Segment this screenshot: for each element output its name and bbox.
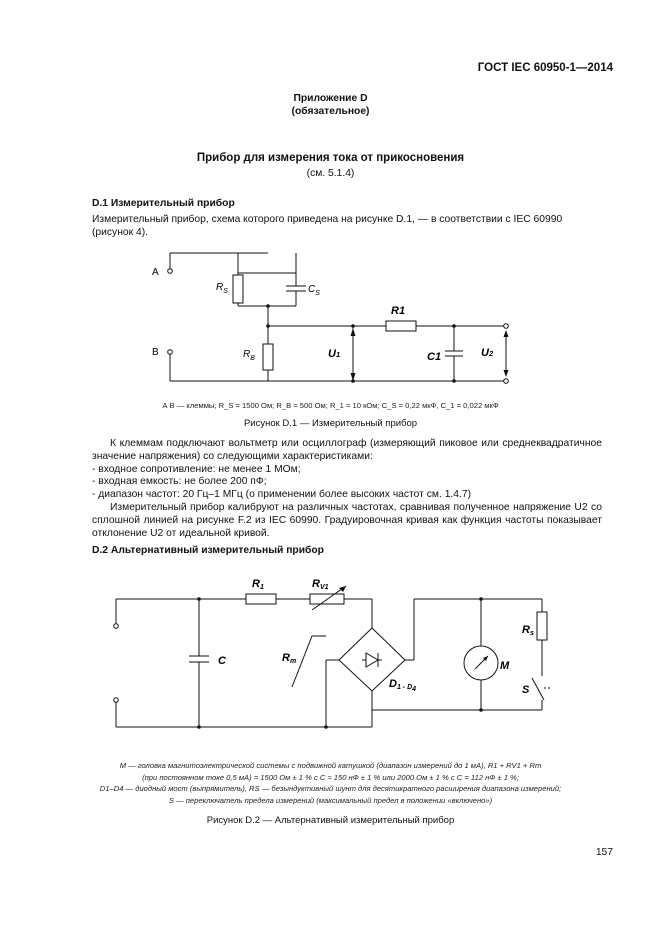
label-c1: C1 (427, 351, 442, 363)
requirement-item: - диапазон частот: 20 Гц–1 МГц (о применении более высоких частот см. 1.4.7) (92, 489, 472, 501)
requirement-item: - входное сопротивление: не менее 1 МОм; (92, 463, 301, 475)
label-r1: R1 (252, 578, 264, 591)
appendix-title: Приложение D (293, 93, 368, 104)
output-terminal-bottom (504, 379, 509, 384)
label-s: S (522, 684, 530, 696)
label-rs: Rs (522, 624, 534, 637)
heading-reference: (см. 5.1.4) (306, 168, 355, 179)
section-d1-title: D.1 Измерительный прибор (92, 198, 235, 209)
range-switch-s (532, 678, 544, 700)
label-u1: U1 (328, 348, 341, 360)
resistor-rb (263, 344, 273, 370)
legend-line: D1–D4 — диодный мост (выпрямитель), RS — безындуктивный шунт для десятикратного расширения диапазона измерений; (99, 784, 562, 793)
requirement-item: - входная емкость: не более 200 пФ; (92, 476, 267, 488)
output-terminal-top (504, 324, 509, 329)
label-rm: Rm (282, 652, 297, 665)
appendix-subtitle: (обязательное) (291, 106, 370, 117)
label-rb: $R_B$ (243, 349, 255, 362)
terminal-a (168, 269, 173, 274)
label-b: B (152, 347, 159, 358)
calibration-text: Измерительный прибор калибруют на различных частотах, сравнивая полученное напряжение U2 со сплошной линией на рисунке F.2 из IEC 60990. Градуировочная кривая как функция частоты показывает отклонение U2 от идеальной кривой. (92, 501, 602, 539)
figure-d2-caption: Рисунок D.2 — Альтернативный измерительный прибор (206, 815, 455, 826)
input-terminal-bottom (114, 698, 119, 703)
terminal-b (168, 350, 173, 355)
section-d1-text: Измерительный прибор, схема которого приведена на рисунке D.1, — в соответствии с IEC 60990 (рисунок 4). (92, 214, 563, 238)
figure-d1-schematic (140, 240, 530, 390)
label-c: C (218, 655, 226, 667)
figure-d1-caption: Рисунок D.1 — Измерительный прибор (243, 418, 418, 429)
legend-line: M — головка магнитоэлектрической системы с подвижной катушкой (диапазон измерений до 1 мА), R1 + RV1 + Rm (119, 761, 542, 770)
document-heading: Прибор для измерения тока от прикосновения (196, 152, 465, 164)
label-cs: $C_S$ (308, 284, 320, 297)
standard-header: ГОСТ IEC 60950-1—2014 (477, 62, 613, 74)
label-r1: R1 (391, 305, 406, 317)
page-number: 157 (595, 847, 613, 858)
figure-d1-legend: А В — клеммы; R_S = 1500 Ом; R_B = 500 Ом; R_1 = 10 кОм; C_S = 0,22 мкФ, C_1 = 0,022 мкФ (162, 401, 499, 410)
resistor-r1 (386, 321, 416, 331)
input-terminal-top (114, 624, 119, 629)
label-m: M (500, 660, 510, 672)
section-d2-title: D.2 Альтернативный измерительный прибор (92, 545, 324, 556)
legend-line: (при постоянном токе 0,5 мА) = 1500 Ом ± 1 % с C ≈ 150 нФ ± 1 % или 2000 Ом ± 1 % с C = 112 нФ ± 1 %; (142, 772, 519, 782)
shunt-rs (537, 612, 547, 640)
resistor-rs (233, 275, 243, 303)
resistor-r1 (246, 594, 276, 604)
figure-d2-legend (0, 760, 661, 806)
requirements-intro: К клеммам подключают вольтметр или осциллограф (измеряющий пиковое или среднеквадратичное значение напряжения) со следующими характеристиками: (92, 438, 602, 462)
measurement-requirements (92, 438, 602, 540)
label-rs: $R_S$ (216, 282, 228, 295)
label-u2: U2 (481, 347, 494, 359)
label-diodes: D1 - D4 (389, 678, 417, 693)
figure-d2-schematic (100, 572, 570, 742)
label-a: A (152, 267, 159, 278)
label-rv1: RV1 (312, 578, 329, 591)
legend-line: S — переключатель предела измерений (максимальный предел в положении «включено») (168, 795, 493, 805)
